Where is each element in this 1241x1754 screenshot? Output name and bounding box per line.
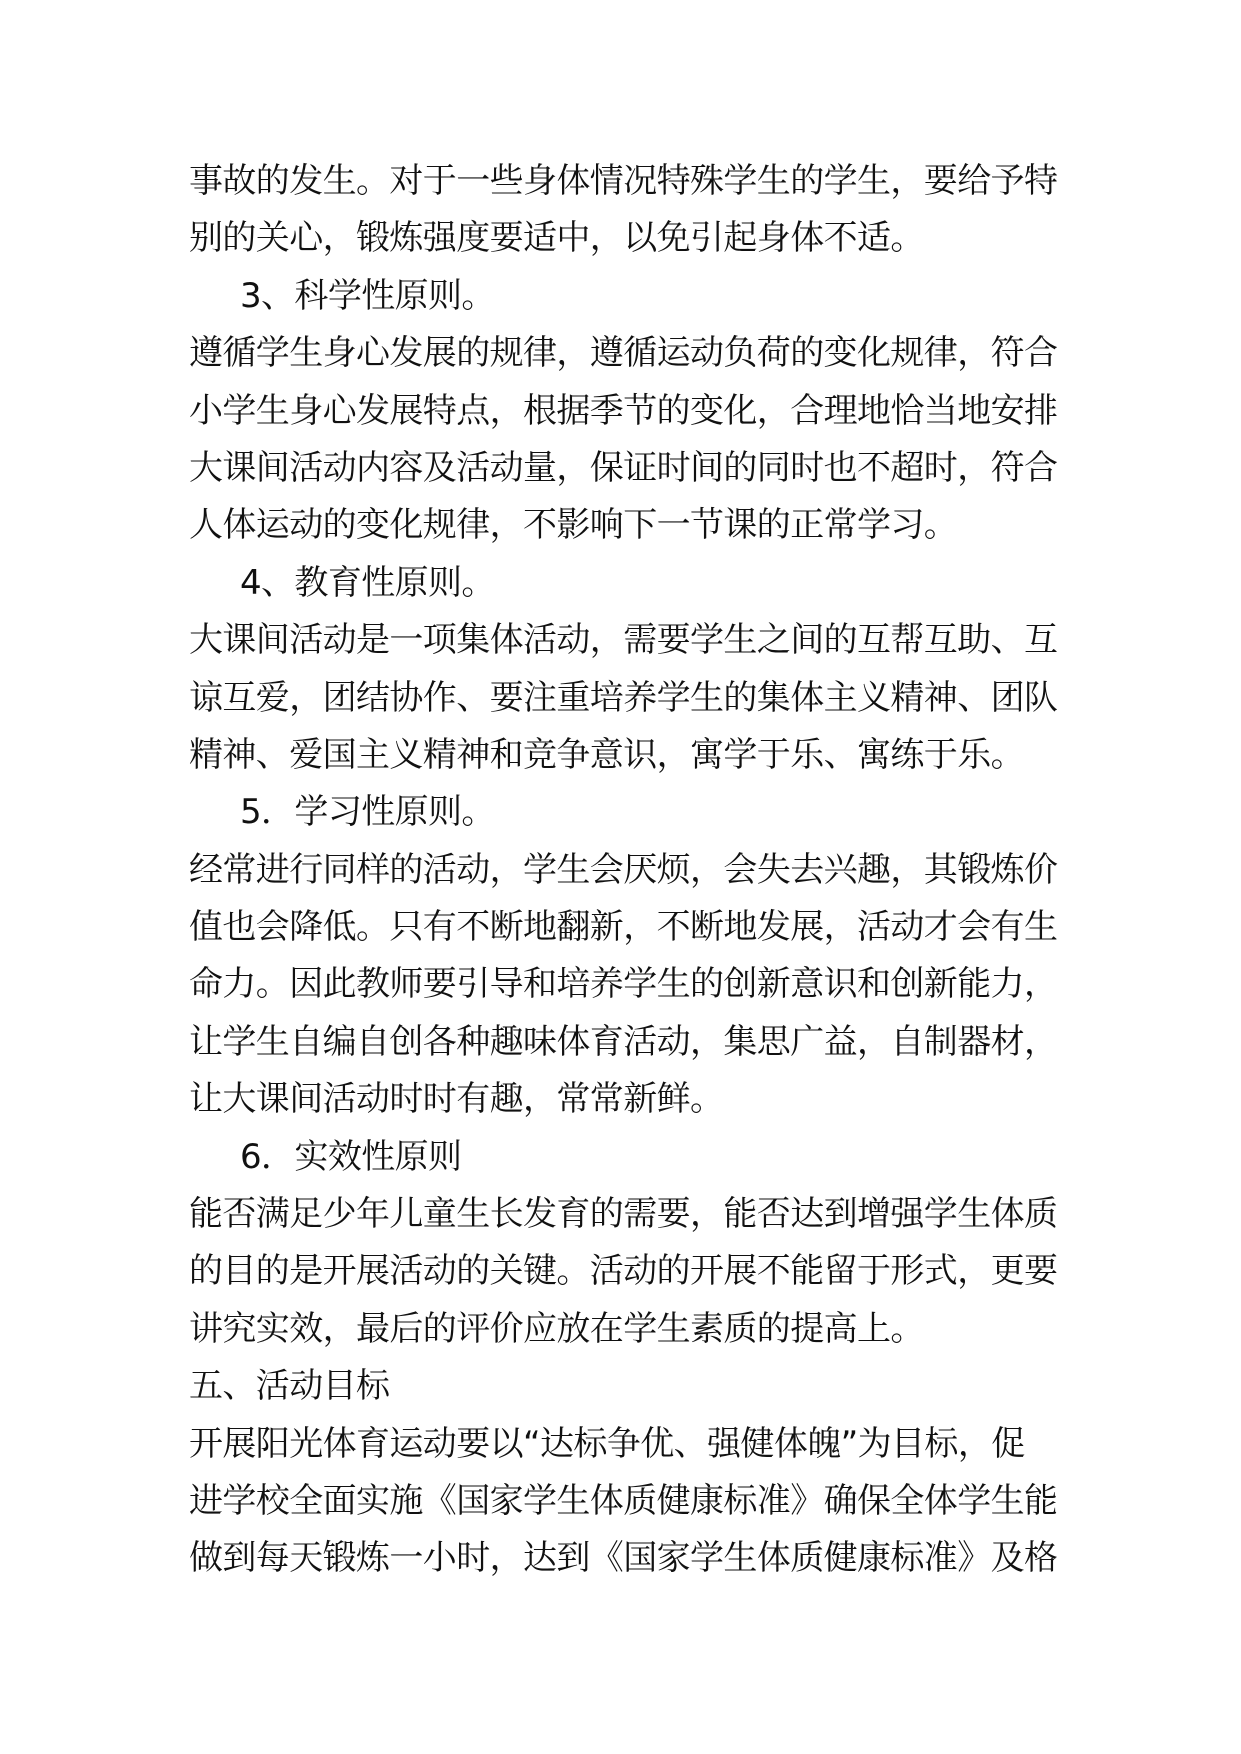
text-line: 讲究实效，最后的评价应放在学生素质的提高上。 [189,1308,924,1349]
text-line: 人体运动的变化规律，不影响下一节课的正常学习。 [189,505,958,546]
text-line: 大课间活动是一项集体活动，需要学生之间的互帮互助、互 [189,620,1058,661]
text-line: 让学生自编自创各种趣味体育活动，集思广益，自制器材， [189,1021,1058,1062]
section-heading-line: 3、科学性原则。 [240,275,495,316]
text-line: 开展阳光体育运动要以“达标争优、强健体魄”为目标，促 [189,1423,1025,1464]
text-line: 让大课间活动时时有趣，常常新鲜。 [189,1079,724,1120]
text-line: 别的关心，锻炼强度要适中，以免引起身体不适。 [189,218,924,259]
text-line: 进学校全面实施《国家学生体质健康标准》确保全体学生能 [189,1480,1058,1521]
text-line: 事故的发生。对于一些身体情况特殊学生的学生，要给予特 [189,161,1058,201]
section-heading-line: 4、教育性原则。 [240,562,495,603]
text-line: 经常进行同样的活动，学生会厌烦，会失去兴趣，其锻炼价 [189,849,1058,890]
text-line: 小学生身心发展特点，根据季节的变化，合理地恰当地安排 [189,390,1058,431]
text-line: 值也会降低。只有不断地翻新，不断地发展，活动才会有生 [189,907,1058,948]
text-line: 的目的是开展活动的关键。活动的开展不能留于形式，更要 [189,1251,1058,1292]
text-line: 精神、爱国主义精神和竞争意识，寓学于乐、寓练于乐。 [189,734,1024,775]
section-heading-line: 5．学习性原则。 [240,792,495,833]
section-heading-line: 6．实效性原则 [240,1136,462,1177]
text-line: 做到每天锻炼一小时，达到《国家学生体质健康标准》及格 [189,1538,1058,1579]
document-page [189,153,1064,1588]
text-line: 谅互爱，团结协作、要注重培养学生的集体主义精神、团队 [189,677,1058,718]
text-line: 命力。因此教师要引导和培养学生的创新意识和创新能力， [189,964,1058,1005]
text-line: 遵循学生身心发展的规律，遵循运动负荷的变化规律，符合 [189,333,1058,374]
text-line: 五、活动目标 [189,1366,390,1407]
text-line: 能否满足少年儿童生长发育的需要，能否达到增强学生体质 [189,1194,1058,1235]
text-line: 大课间活动内容及活动量，保证时间的同时也不超时，符合 [189,447,1058,488]
